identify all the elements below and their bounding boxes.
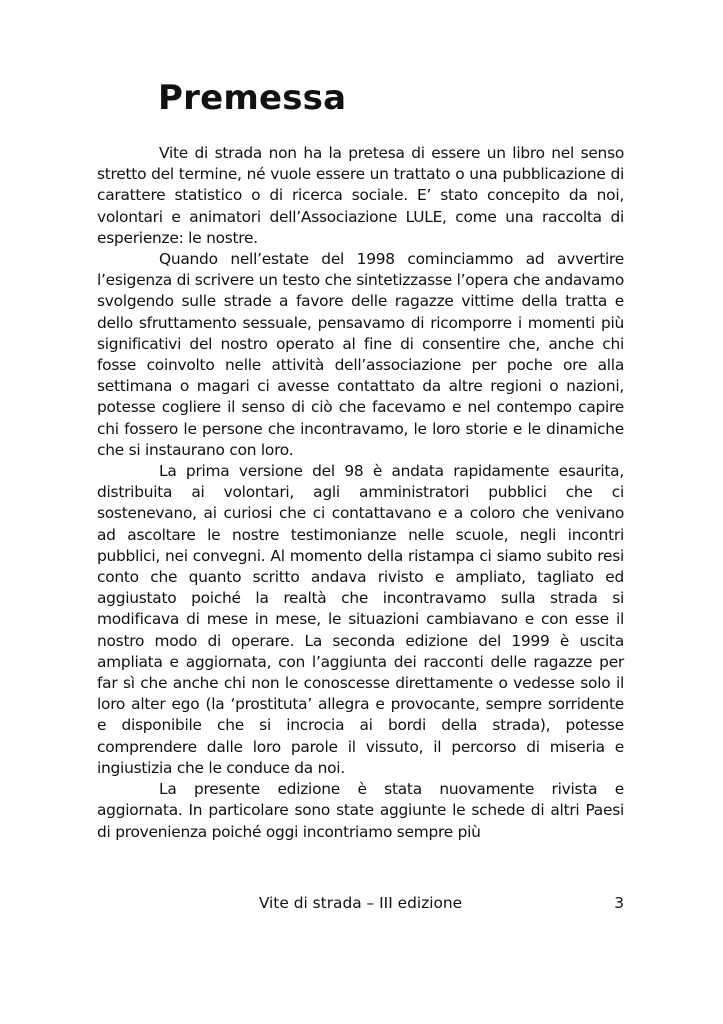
paragraph-4: La presente edizione è stata nuovamente rivista e aggiornata. In particolare sono state aggiunte le schede di altri Paesi di provenienza poiché oggi incontriamo sempre più	[97, 780, 624, 841]
page-title: Premessa	[158, 78, 347, 118]
page-number: 3	[614, 894, 624, 912]
paragraph-1: Vite di strada non ha la pretesa di essere un libro nel senso stretto del termine, né vuole essere un trattato o una pubblicazione di carattere statistico o di ricerca sociale. E’ stato concepito da noi, volontari e animatori dell’Associazione LULE, come una raccolta di esperienze: le nostre.	[97, 144, 624, 247]
page-footer	[97, 892, 624, 914]
body-text	[97, 143, 624, 843]
paragraph-2: Quando nell’estate del 1998 cominciammo ad avvertire l’esigenza di scrivere un testo che sintetizzasse l’opera che andavamo svolgendo sulle strade a favore delle ragazze vittime della tratta e dello sfruttamento sessuale, pensavamo di ricomporre i momenti più significativi del nostro operato al fine di consentire che, anche chi fosse coinvolto nelle attività dell’associazione per poche ore alla settimana o magari ci avesse contattato da altre regioni o nazioni, potesse cogliere il senso di ciò che facevamo e nel contempo capire chi fossero le persone che incontravamo, le loro storie e le dinamiche che si instaurano con loro.	[97, 250, 624, 459]
running-title: Vite di strada – III edizione	[258, 894, 463, 912]
paragraph-3: La prima versione del 98 è andata rapidamente esaurita, distribuita ai volontari, agli amministratori pubblici che ci sostenevano, ai curiosi che ci contattavano e a coloro che venivano ad ascoltare le nostre testimonianze nelle scuole, negli incontri pubblici, nei convegni. Al momento della ristampa ci siamo subito resi conto che quanto scritto andava rivisto e ampliato, tagliato ed aggiustato poiché la realtà che incontravamo sulla strada si modificava di mese in mese, le situazioni cambiavano e con esse il nostro modo di operare. La seconda edizione del 1999 è uscita ampliata e aggiornata, con l’aggiunta dei racconti delle ragazze per far sì che anche chi non le conoscesse direttamente o vedesse solo il loro alter ego (la ‘prostituta’ allegra e provocante, sempre sorridente e disponibile che si incrocia ai bordi della strada), potesse comprendere dalle loro parole il vissuto, il percorso di miseria e ingiustizia che le conduce da noi.	[97, 462, 624, 777]
